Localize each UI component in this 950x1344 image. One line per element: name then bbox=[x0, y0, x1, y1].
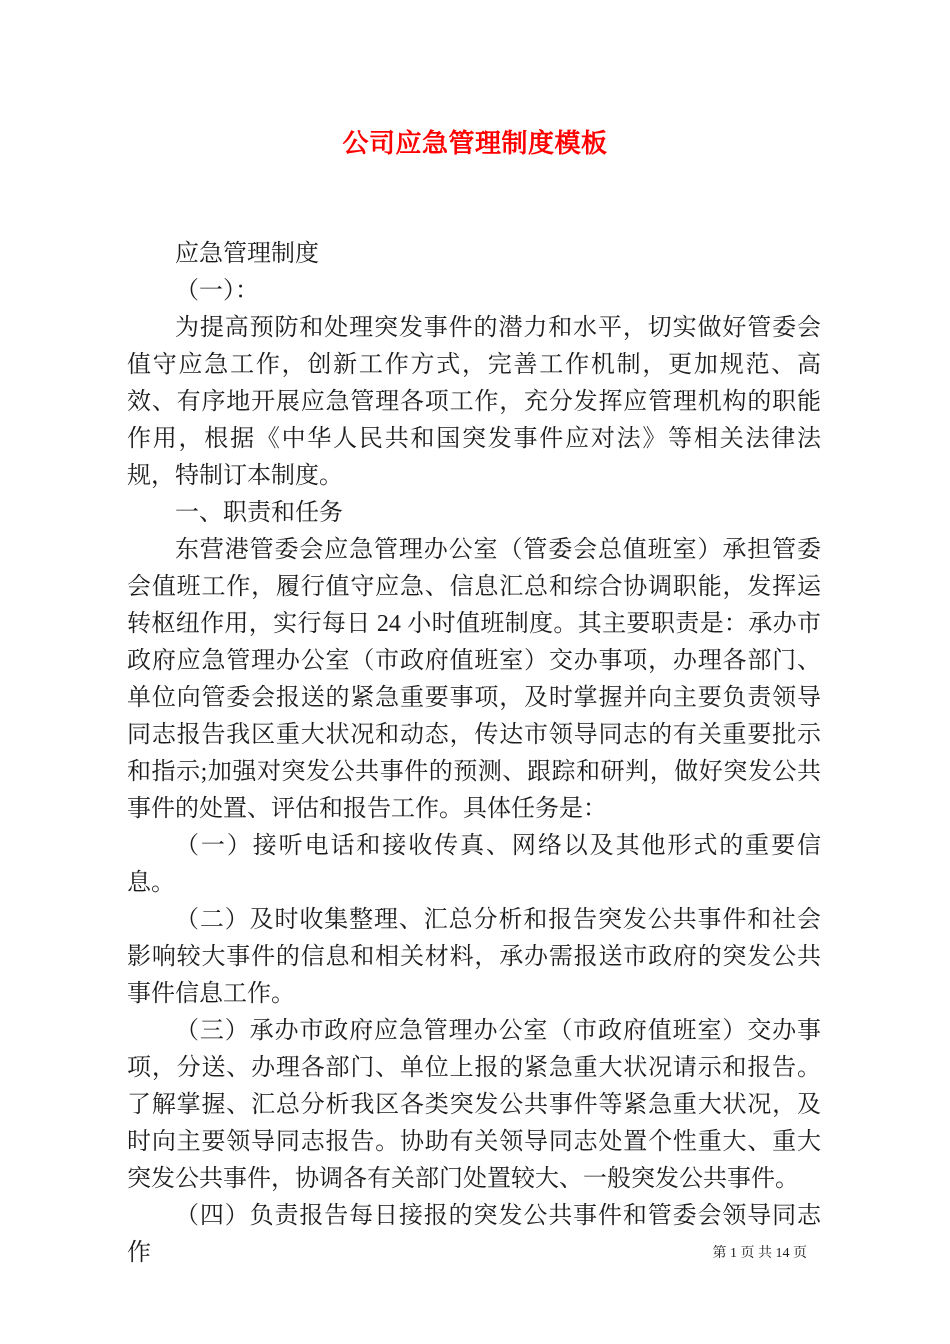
paragraph-section-marker: （一）： bbox=[175, 278, 259, 304]
paragraph-task-2: （二）及时收集整理、汇总分析和报告突发公共事件和社会影响较大事件的信息和相关材料，承办需报送市政府的突发公共事件信息工作。 bbox=[127, 907, 821, 1007]
document-body bbox=[127, 236, 821, 1272]
paragraph-task-1: （一）接听电话和接收传真、网络以及其他形式的重要信息。 bbox=[127, 833, 821, 896]
document-title: 公司应急管理制度模板 bbox=[342, 129, 608, 158]
paragraph-intro: 为提高预防和处理突发事件的潜力和水平，切实做好管委会值守应急工作，创新工作方式，完善工作机制，更加规范、高效、有序地开展应急管理各项工作，充分发挥应管理机构的职能作用，根据《中华人民共和国突发事件应对法》等相关法律法规，特制订本制度。 bbox=[127, 315, 821, 489]
paragraph-task-3: （三）承办市政府应急管理办公室（市政府值班室）交办事项，分送、办理各部门、单位上报的紧急重大状况请示和报告。了解掌握、汇总分析我区各类突发公共事件等紧急重大状况，及时向主要领导同志报告。协助有关领导同志处置个性重大、重大突发公共事件，协调各有关部门处置较大、一般突发公共事件。 bbox=[127, 1018, 821, 1192]
paragraph-subtitle: 应急管理制度 bbox=[175, 241, 319, 267]
paragraph-duties-overview: 东营港管委会应急管理办公室（管委会总值班室）承担管委会值班工作，履行值守应急、信息汇总和综合协调职能，发挥运转枢纽作用，实行每日 24 小时值班制度。其主要职责是：承办市政府应急管理办公室（市政府值班室）交办事项，办理各部门、单位向管委会报送的紧急重要事项，及时掌握并向主要负责领导同志报告我区重大状况和动态，传达市领导同志的有关重要批示和指示;加强对突发公共事件的预测、跟踪和研判，做好突发公共事件的处置、评估和报告工作。具体任务是： bbox=[127, 537, 821, 822]
paragraph-heading-duties: 一、职责和任务 bbox=[175, 500, 343, 526]
page-number-footer: 第 1 页 共 14 页 bbox=[712, 1246, 807, 1261]
paragraph-task-4: （四）负责报告每日接报的突发公共事件和管委会领导同志作 bbox=[127, 1203, 821, 1266]
